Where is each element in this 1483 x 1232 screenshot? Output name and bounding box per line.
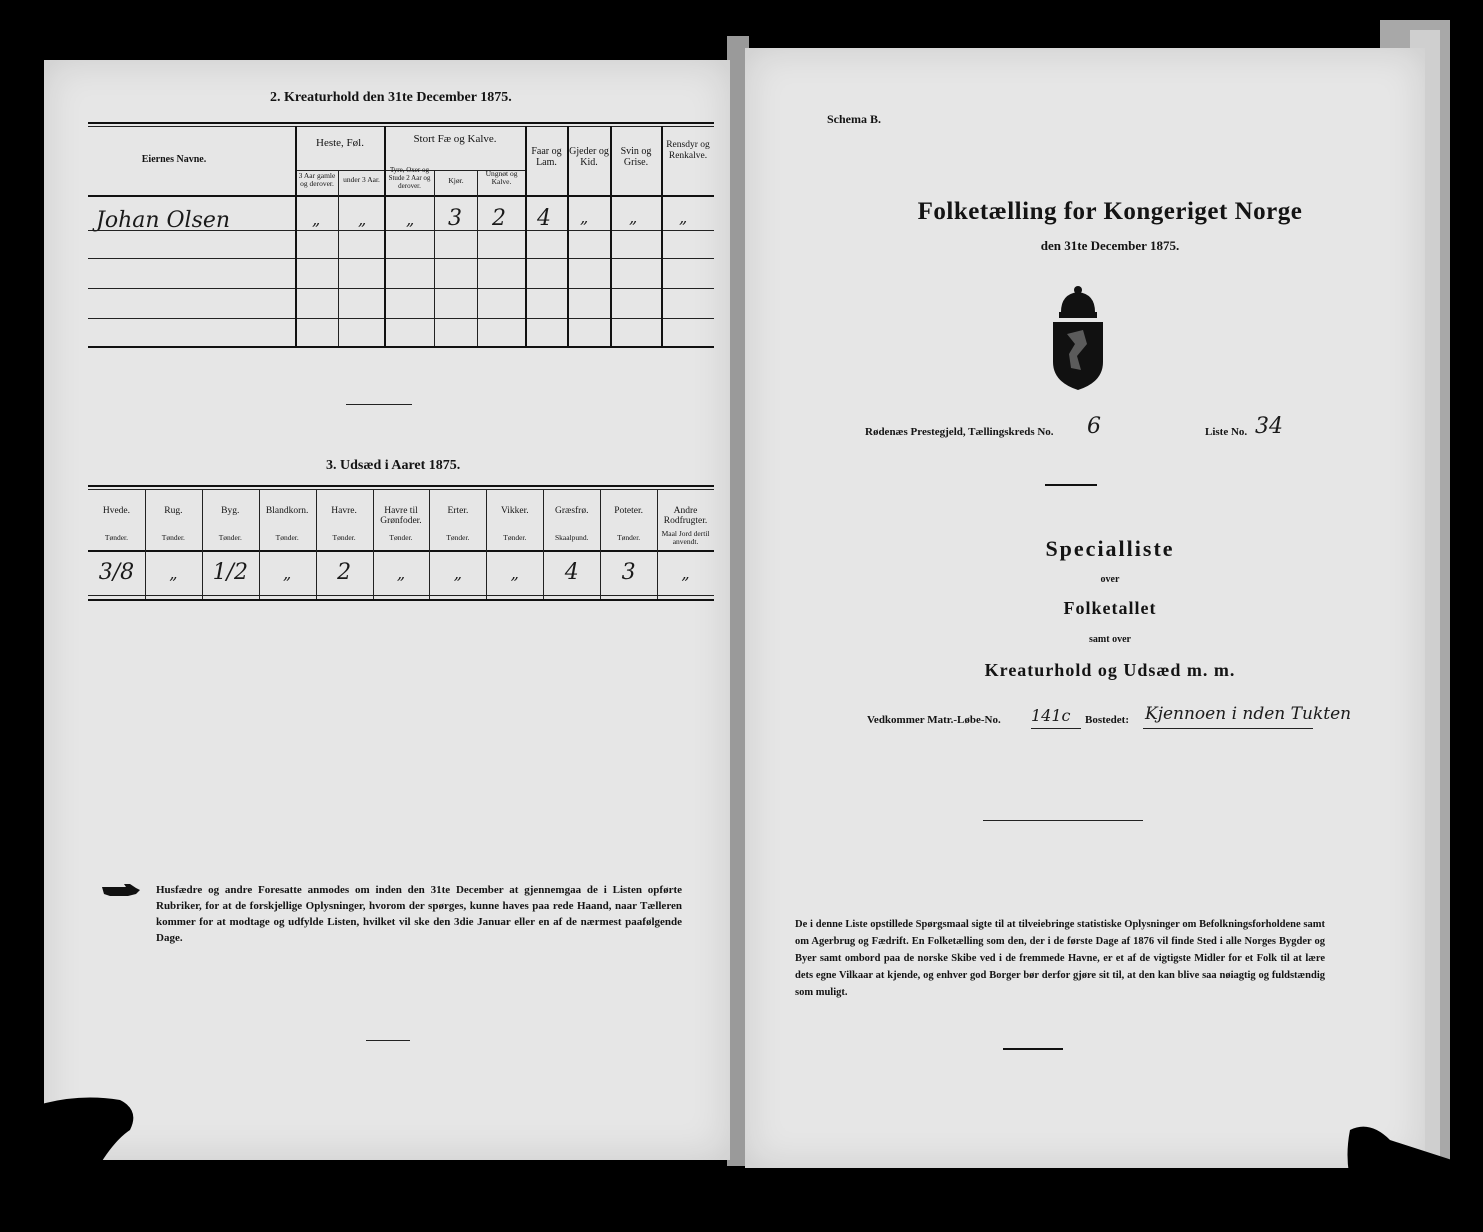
prestegjeld-label: Rødenæs Prestegjeld, Tællingskreds No.: [865, 426, 1054, 438]
table-rule: [88, 599, 714, 601]
udsaed-value: 2: [337, 560, 352, 585]
table-rule: [88, 122, 714, 124]
udsaed-header: Havre.: [331, 506, 357, 516]
table-rule: [88, 485, 714, 487]
udsaed-value: 3/8: [98, 560, 135, 585]
divider: [1003, 1048, 1063, 1050]
over-text: over: [1100, 574, 1120, 585]
bosted-value: Kjennoen i nden Tukten: [1145, 704, 1352, 724]
kreaturhold-title: Kreaturhold og Udsæd m. m.: [984, 660, 1236, 680]
udsaed-header: Andre Rodfrugter.: [663, 506, 708, 526]
cell-reindeer: „: [679, 208, 688, 227]
table-rule: [295, 126, 297, 346]
samt-over-text: samt over: [1089, 634, 1131, 645]
table-rule: [477, 170, 478, 346]
table-rule: [88, 346, 714, 348]
table-rule: [88, 288, 714, 289]
udsaed-unit: Skaalpund.: [554, 533, 589, 542]
col-horses-sub1: 3 Aar gamle og derover.: [298, 171, 336, 188]
schema-label: Schema B.: [827, 112, 881, 126]
notice-text: Husfædre og andre Foresatte anmodes om inden den 31te December at gjennemgaa de i Listen opførte Rubriker, for at de forskjellige Oplysninger, hvorom der spørges, kunne haves paa rede Haand, naar Tælleren kommer for at modtage og udfylde Listen, hvilket vil ske den 3die Januar eller en af de nærmest paafølgende Dage.: [156, 884, 682, 944]
table-rule: [88, 258, 714, 259]
divider: [983, 820, 1143, 821]
udsaed-header: Byg.: [221, 506, 240, 516]
right-page: [745, 48, 1425, 1168]
col-pigs-header: Svin og Grise.: [620, 146, 652, 168]
col-cattle-sub3: Ungnøt og Kalve.: [485, 169, 518, 186]
liste-label: Liste No.: [1205, 426, 1248, 438]
cell-h1: „: [312, 210, 321, 229]
bosted-label: Bostedet:: [1085, 714, 1129, 726]
fill-line: [1031, 728, 1081, 729]
udsaed-unit: Maal Jord dertil anvendt.: [661, 529, 710, 546]
divider: [1045, 484, 1097, 486]
matr-label: Vedkommer Matr.-Løbe-No.: [867, 714, 1001, 726]
footer-text: De i denne Liste opstillede Spørgsmaal sigte til at tilveiebringe statistiske Oplysninger om Befolkningsforholdene samt om Agerbrug og Fædrift. En Folketælling som den, der i de første Dage af 1876 vil finde Sted i alle Norges Bygder og Byer samt ombord paa de norske Skibe ved i de fremmede Havne, er et af de vigtigste Midler for et Folk til at lære dets egne Vilkaar at kjende, og enhver god Borger bør derfor gjøre sit til, at den kan blive saa nøiagtig og fuldstændig som muligt.: [795, 919, 1325, 998]
col-sheep-header: Faar og Lam.: [531, 146, 562, 168]
udsaed-value: „: [453, 564, 463, 583]
table-rule: [88, 595, 714, 596]
table-rule: [338, 170, 339, 346]
udsaed-unit: Tønder.: [104, 533, 129, 542]
cell-goats: „: [580, 208, 589, 227]
udsaed-unit: Tønder.: [275, 533, 299, 542]
udsaed-header: Poteter.: [614, 506, 643, 516]
col-reindeer-header: Rensdyr og Renkalve.: [666, 140, 710, 161]
udsaed-header: Græsfrø.: [554, 506, 589, 516]
section2-title: 2. Kreaturhold den 31te December 1875.: [270, 90, 512, 105]
udsaed-unit: Tønder.: [446, 533, 470, 542]
section3-title: 3. Udsæd i Aaret 1875.: [326, 458, 461, 473]
cell-pigs: „: [629, 208, 638, 227]
udsaed-value: „: [283, 564, 292, 583]
folketallet-title: Folketallet: [1063, 598, 1157, 618]
col-goats-header: Gjeder og Kid.: [569, 146, 609, 168]
divider: [346, 404, 412, 405]
udsaed-value: 3: [621, 560, 636, 585]
finger-shadow: [0, 1090, 140, 1227]
udsaed-unit: Tønder.: [617, 533, 641, 542]
udsaed-header: Vikker.: [500, 506, 529, 516]
udsaed-unit: Tønder.: [503, 533, 527, 542]
cell-h2: „: [358, 210, 367, 229]
specialliste-title: Specialliste: [1045, 536, 1175, 561]
udsaed-value: „: [169, 564, 178, 583]
col-cattle-header: Stort Fæ og Kalve.: [413, 133, 497, 145]
coat-of-arms-icon: [1047, 284, 1109, 392]
cell-c1: „: [406, 210, 415, 229]
cell-c3: 2: [492, 206, 506, 231]
table-rule: [88, 489, 714, 490]
matr-no: 141c: [1031, 706, 1071, 725]
finger-shadow: [1330, 1120, 1483, 1227]
udsaed-value: „: [396, 564, 406, 583]
table-rule: [384, 126, 386, 346]
udsaed-header: Rug.: [164, 506, 183, 516]
cell-c2: 3: [448, 206, 462, 231]
kreds-no: 6: [1087, 414, 1101, 439]
table-rule: [88, 550, 714, 552]
table-rule: [88, 318, 714, 319]
col-cattle-sub2: Kjør.: [448, 176, 464, 185]
col-cattle-sub1: Tyre, Oxer og Stude 2 Aar og derover.: [388, 166, 431, 190]
udsaed-value: 1/2: [212, 560, 248, 585]
col-horses-sub2: under 3 Aar.: [343, 175, 380, 184]
pointing-hand-icon: [100, 882, 142, 898]
col-owner-header: Eiernes Navne.: [141, 154, 207, 165]
census-title: Folketælling for Kongeriget Norge: [917, 198, 1303, 225]
fill-line: [1143, 728, 1313, 729]
udsaed-header: Erter.: [447, 506, 469, 516]
udsaed-header: Hvede.: [102, 506, 131, 516]
udsaed-value: „: [681, 564, 690, 583]
udsaed-header: Blandkorn.: [265, 506, 309, 516]
udsaed-unit: Tønder.: [161, 533, 185, 542]
udsaed-unit: Tønder.: [332, 533, 356, 542]
udsaed-header: Havre til Grønfoder.: [380, 506, 422, 526]
udsaed-unit: Tønder.: [389, 533, 413, 542]
census-date: den 31te December 1875.: [1040, 238, 1180, 253]
owner-name: Johan Olsen: [96, 208, 231, 233]
table-rule: [88, 126, 714, 127]
table-rule: [88, 195, 714, 197]
col-horses-header: Heste, Føl.: [316, 137, 364, 149]
udsaed-unit: Tønder.: [218, 533, 242, 542]
udsaed-value: 4: [564, 560, 579, 585]
liste-no: 34: [1255, 414, 1283, 439]
cell-sheep: 4: [537, 206, 551, 231]
left-page: [44, 60, 730, 1160]
udsaed-value: „: [510, 564, 519, 583]
divider: [366, 1040, 410, 1041]
table-rule: [434, 170, 435, 346]
